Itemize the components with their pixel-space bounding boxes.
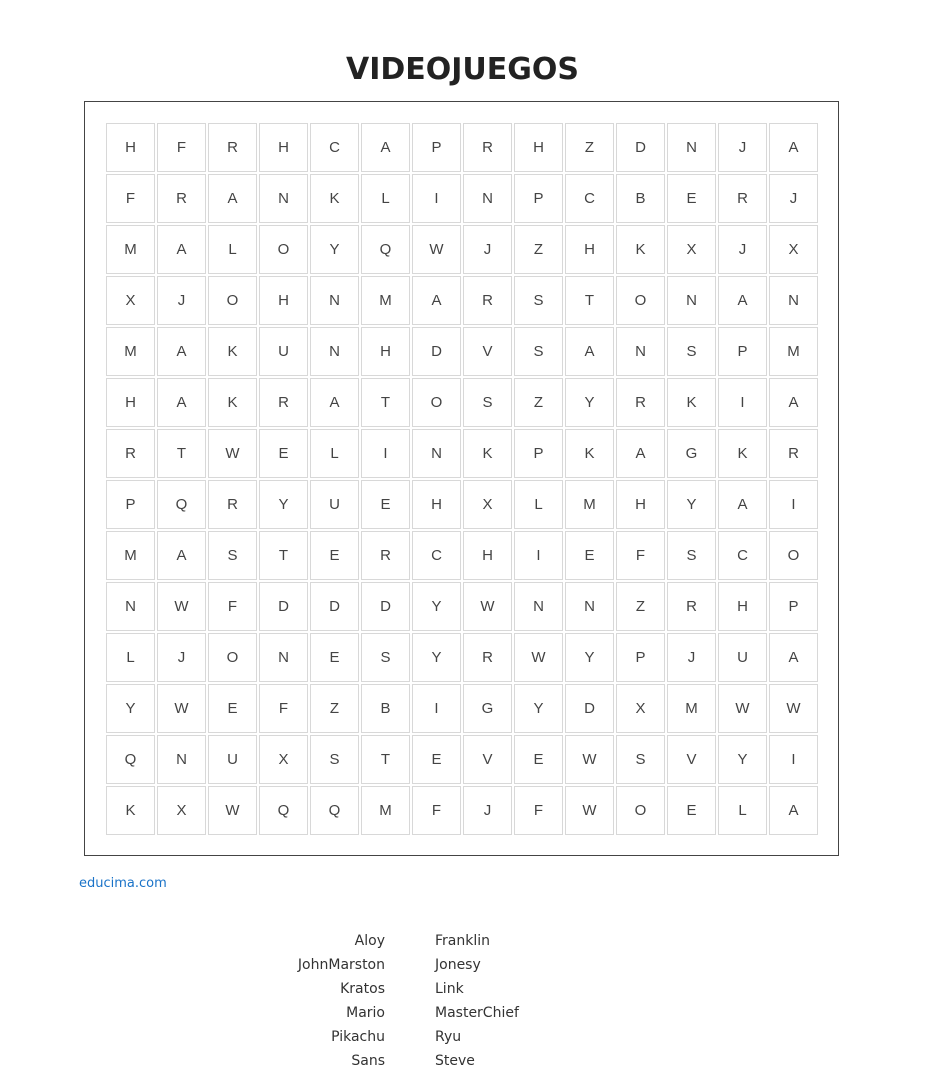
grid-cell[interactable]: M: [106, 225, 155, 274]
grid-cell[interactable]: C: [718, 531, 767, 580]
grid-cell[interactable]: X: [616, 684, 665, 733]
grid-cell[interactable]: S: [310, 735, 359, 784]
grid-cell[interactable]: A: [616, 429, 665, 478]
grid-cell[interactable]: A: [157, 531, 206, 580]
grid-cell[interactable]: K: [208, 327, 257, 376]
grid-cell[interactable]: S: [514, 276, 563, 325]
grid-cell[interactable]: M: [361, 276, 410, 325]
grid-cell[interactable]: N: [259, 174, 308, 223]
grid-cell[interactable]: R: [667, 582, 716, 631]
grid-cell[interactable]: E: [208, 684, 257, 733]
grid-cell[interactable]: I: [769, 480, 818, 529]
grid-cell[interactable]: D: [565, 684, 614, 733]
grid-cell[interactable]: J: [157, 633, 206, 682]
grid-cell[interactable]: F: [259, 684, 308, 733]
grid-cell[interactable]: S: [616, 735, 665, 784]
grid-cell[interactable]: H: [718, 582, 767, 631]
grid-cell[interactable]: D: [412, 327, 461, 376]
grid-cell[interactable]: N: [769, 276, 818, 325]
grid-cell[interactable]: M: [106, 327, 155, 376]
grid-cell[interactable]: O: [616, 276, 665, 325]
grid-cell[interactable]: E: [310, 531, 359, 580]
grid-cell[interactable]: U: [208, 735, 257, 784]
grid-cell[interactable]: H: [514, 123, 563, 172]
grid-cell[interactable]: D: [259, 582, 308, 631]
grid-cell[interactable]: A: [769, 786, 818, 835]
grid-cell[interactable]: O: [616, 786, 665, 835]
grid-cell[interactable]: W: [157, 582, 206, 631]
grid-cell[interactable]: F: [412, 786, 461, 835]
grid-cell[interactable]: L: [361, 174, 410, 223]
grid-cell[interactable]: Z: [616, 582, 665, 631]
grid-cell[interactable]: W: [769, 684, 818, 733]
grid-cell[interactable]: A: [157, 225, 206, 274]
grid-cell[interactable]: P: [514, 429, 563, 478]
word-list-item: Jonesy: [435, 957, 481, 973]
grid-cell[interactable]: S: [208, 531, 257, 580]
grid-cell[interactable]: R: [463, 276, 512, 325]
word-list-item: MasterChief: [435, 1005, 519, 1021]
grid-cell[interactable]: W: [208, 429, 257, 478]
grid-cell[interactable]: A: [718, 480, 767, 529]
grid-cell[interactable]: N: [106, 582, 155, 631]
grid-cell[interactable]: H: [565, 225, 614, 274]
grid-cell[interactable]: E: [667, 174, 716, 223]
grid-cell[interactable]: E: [361, 480, 410, 529]
word-list-item: Pikachu: [331, 1029, 385, 1045]
grid-cell[interactable]: Y: [412, 633, 461, 682]
grid-cell[interactable]: N: [463, 174, 512, 223]
grid-cell[interactable]: C: [310, 123, 359, 172]
grid-cell[interactable]: H: [106, 378, 155, 427]
grid-cell[interactable]: E: [412, 735, 461, 784]
grid-cell[interactable]: T: [361, 735, 410, 784]
grid-cell[interactable]: W: [565, 786, 614, 835]
grid-cell[interactable]: N: [565, 582, 614, 631]
grid-cell[interactable]: I: [412, 174, 461, 223]
word-list-item: Aloy: [354, 933, 385, 949]
grid-cell[interactable]: I: [412, 684, 461, 733]
grid-cell[interactable]: R: [157, 174, 206, 223]
grid-cell[interactable]: L: [106, 633, 155, 682]
grid-cell[interactable]: L: [718, 786, 767, 835]
grid-cell[interactable]: R: [718, 174, 767, 223]
grid-cell[interactable]: F: [106, 174, 155, 223]
grid-cell[interactable]: I: [514, 531, 563, 580]
grid-cell[interactable]: R: [361, 531, 410, 580]
page-title: VIDEOJUEGOS: [345, 52, 580, 87]
grid-cell[interactable]: D: [310, 582, 359, 631]
word-list-item: Franklin: [435, 933, 491, 949]
source-link[interactable]: educima.com: [79, 876, 167, 891]
letter-grid: [106, 123, 818, 835]
word-list-left-column: [298, 931, 385, 1075]
word-list-item: Link: [435, 981, 464, 997]
grid-cell[interactable]: P: [769, 582, 818, 631]
grid-cell[interactable]: S: [667, 327, 716, 376]
grid-cell[interactable]: R: [208, 123, 257, 172]
grid-cell[interactable]: A: [718, 276, 767, 325]
grid-cell[interactable]: K: [667, 378, 716, 427]
grid-cell[interactable]: Q: [157, 480, 206, 529]
grid-cell[interactable]: P: [616, 633, 665, 682]
grid-cell[interactable]: R: [208, 480, 257, 529]
word-list-right-column: [435, 931, 519, 1075]
grid-cell[interactable]: J: [769, 174, 818, 223]
grid-cell[interactable]: Y: [667, 480, 716, 529]
grid-cell[interactable]: N: [514, 582, 563, 631]
grid-cell[interactable]: R: [616, 378, 665, 427]
grid-cell[interactable]: Y: [565, 378, 614, 427]
grid-cell[interactable]: U: [310, 480, 359, 529]
grid-cell[interactable]: A: [157, 327, 206, 376]
grid-cell[interactable]: V: [463, 735, 512, 784]
grid-cell[interactable]: J: [463, 225, 512, 274]
grid-cell[interactable]: M: [106, 531, 155, 580]
grid-cell[interactable]: E: [310, 633, 359, 682]
grid-cell[interactable]: Z: [310, 684, 359, 733]
grid-cell[interactable]: M: [565, 480, 614, 529]
grid-cell[interactable]: N: [259, 633, 308, 682]
grid-cell[interactable]: K: [718, 429, 767, 478]
grid-cell[interactable]: L: [208, 225, 257, 274]
grid-cell[interactable]: E: [667, 786, 716, 835]
grid-cell[interactable]: Z: [514, 225, 563, 274]
grid-cell[interactable]: A: [769, 378, 818, 427]
grid-cell[interactable]: W: [157, 684, 206, 733]
grid-cell[interactable]: Q: [259, 786, 308, 835]
grid-cell[interactable]: W: [463, 582, 512, 631]
grid-cell[interactable]: F: [157, 123, 206, 172]
grid-cell[interactable]: F: [208, 582, 257, 631]
grid-cell[interactable]: J: [718, 225, 767, 274]
grid-cell[interactable]: S: [463, 378, 512, 427]
grid-cell[interactable]: E: [514, 735, 563, 784]
grid-cell[interactable]: P: [514, 174, 563, 223]
grid-cell[interactable]: X: [667, 225, 716, 274]
grid-cell[interactable]: X: [463, 480, 512, 529]
word-list-item: Sans: [351, 1053, 385, 1069]
grid-cell[interactable]: A: [565, 327, 614, 376]
grid-cell[interactable]: O: [208, 633, 257, 682]
grid-cell[interactable]: Q: [310, 786, 359, 835]
grid-cell[interactable]: H: [106, 123, 155, 172]
grid-cell[interactable]: P: [718, 327, 767, 376]
grid-cell[interactable]: D: [361, 582, 410, 631]
grid-cell[interactable]: A: [157, 378, 206, 427]
grid-cell[interactable]: W: [208, 786, 257, 835]
grid-cell[interactable]: Y: [514, 684, 563, 733]
grid-cell[interactable]: Y: [412, 582, 461, 631]
grid-cell[interactable]: T: [259, 531, 308, 580]
grid-cell[interactable]: W: [565, 735, 614, 784]
grid-cell[interactable]: Q: [361, 225, 410, 274]
grid-cell[interactable]: Y: [259, 480, 308, 529]
grid-cell[interactable]: S: [667, 531, 716, 580]
grid-cell[interactable]: E: [565, 531, 614, 580]
grid-cell[interactable]: R: [463, 123, 512, 172]
grid-cell[interactable]: R: [769, 429, 818, 478]
grid-cell[interactable]: L: [310, 429, 359, 478]
grid-cell[interactable]: U: [718, 633, 767, 682]
grid-cell[interactable]: P: [106, 480, 155, 529]
grid-cell[interactable]: V: [667, 735, 716, 784]
word-list: [0, 931, 925, 1081]
grid-cell[interactable]: I: [718, 378, 767, 427]
word-list-item: JohnMarston: [297, 957, 385, 973]
grid-cell[interactable]: E: [259, 429, 308, 478]
grid-cell[interactable]: K: [310, 174, 359, 223]
grid-cell[interactable]: I: [769, 735, 818, 784]
grid-cell[interactable]: Y: [718, 735, 767, 784]
grid-cell[interactable]: Z: [514, 378, 563, 427]
grid-cell[interactable]: B: [616, 174, 665, 223]
grid-cell[interactable]: X: [769, 225, 818, 274]
grid-cell[interactable]: C: [412, 531, 461, 580]
grid-cell[interactable]: Q: [106, 735, 155, 784]
grid-cell[interactable]: W: [514, 633, 563, 682]
grid-cell[interactable]: N: [667, 123, 716, 172]
grid-cell[interactable]: O: [208, 276, 257, 325]
grid-cell[interactable]: F: [514, 786, 563, 835]
grid-cell[interactable]: H: [259, 123, 308, 172]
grid-cell[interactable]: N: [412, 429, 461, 478]
grid-cell[interactable]: A: [361, 123, 410, 172]
grid-cell[interactable]: Z: [565, 123, 614, 172]
grid-cell[interactable]: K: [106, 786, 155, 835]
grid-cell[interactable]: V: [463, 327, 512, 376]
grid-cell[interactable]: W: [718, 684, 767, 733]
grid-cell[interactable]: M: [667, 684, 716, 733]
grid-cell[interactable]: N: [310, 327, 359, 376]
grid-cell[interactable]: X: [259, 735, 308, 784]
grid-cell[interactable]: K: [208, 378, 257, 427]
grid-cell[interactable]: W: [412, 225, 461, 274]
grid-cell[interactable]: Y: [565, 633, 614, 682]
grid-cell[interactable]: T: [565, 276, 614, 325]
grid-cell[interactable]: I: [361, 429, 410, 478]
word-list-item: Steve: [435, 1053, 475, 1069]
grid-cell[interactable]: T: [157, 429, 206, 478]
grid-cell[interactable]: M: [361, 786, 410, 835]
grid-cell[interactable]: F: [616, 531, 665, 580]
grid-cell[interactable]: R: [463, 633, 512, 682]
grid-cell[interactable]: M: [769, 327, 818, 376]
grid-cell[interactable]: H: [616, 480, 665, 529]
grid-cell[interactable]: O: [412, 378, 461, 427]
grid-cell[interactable]: A: [769, 633, 818, 682]
grid-cell[interactable]: O: [259, 225, 308, 274]
grid-cell[interactable]: A: [208, 174, 257, 223]
grid-cell[interactable]: S: [361, 633, 410, 682]
grid-cell[interactable]: Y: [310, 225, 359, 274]
word-list-item: Ryu: [435, 1029, 462, 1045]
grid-cell[interactable]: X: [106, 276, 155, 325]
grid-cell[interactable]: R: [106, 429, 155, 478]
grid-cell[interactable]: G: [463, 684, 512, 733]
grid-cell[interactable]: Y: [106, 684, 155, 733]
grid-cell[interactable]: J: [718, 123, 767, 172]
grid-cell[interactable]: O: [769, 531, 818, 580]
grid-cell[interactable]: J: [463, 786, 512, 835]
grid-cell[interactable]: L: [514, 480, 563, 529]
grid-cell[interactable]: H: [463, 531, 512, 580]
grid-cell[interactable]: A: [310, 378, 359, 427]
grid-cell[interactable]: B: [361, 684, 410, 733]
grid-cell[interactable]: T: [361, 378, 410, 427]
grid-cell[interactable]: U: [259, 327, 308, 376]
grid-cell[interactable]: N: [667, 276, 716, 325]
grid-cell[interactable]: X: [157, 786, 206, 835]
grid-cell[interactable]: J: [667, 633, 716, 682]
grid-cell[interactable]: N: [616, 327, 665, 376]
grid-cell[interactable]: K: [463, 429, 512, 478]
grid-cell[interactable]: D: [616, 123, 665, 172]
grid-cell[interactable]: R: [259, 378, 308, 427]
grid-cell[interactable]: N: [157, 735, 206, 784]
puzzle-board: [84, 101, 839, 856]
word-list-item: Mario: [346, 1005, 385, 1021]
grid-cell[interactable]: H: [361, 327, 410, 376]
grid-cell[interactable]: G: [667, 429, 716, 478]
grid-cell[interactable]: K: [565, 429, 614, 478]
grid-cell[interactable]: C: [565, 174, 614, 223]
word-list-item: Kratos: [340, 981, 385, 997]
grid-cell[interactable]: H: [412, 480, 461, 529]
grid-cell[interactable]: N: [310, 276, 359, 325]
grid-cell[interactable]: P: [412, 123, 461, 172]
grid-cell[interactable]: J: [157, 276, 206, 325]
grid-cell[interactable]: H: [259, 276, 308, 325]
grid-cell[interactable]: K: [616, 225, 665, 274]
grid-cell[interactable]: A: [769, 123, 818, 172]
grid-cell[interactable]: S: [514, 327, 563, 376]
grid-cell[interactable]: A: [412, 276, 461, 325]
